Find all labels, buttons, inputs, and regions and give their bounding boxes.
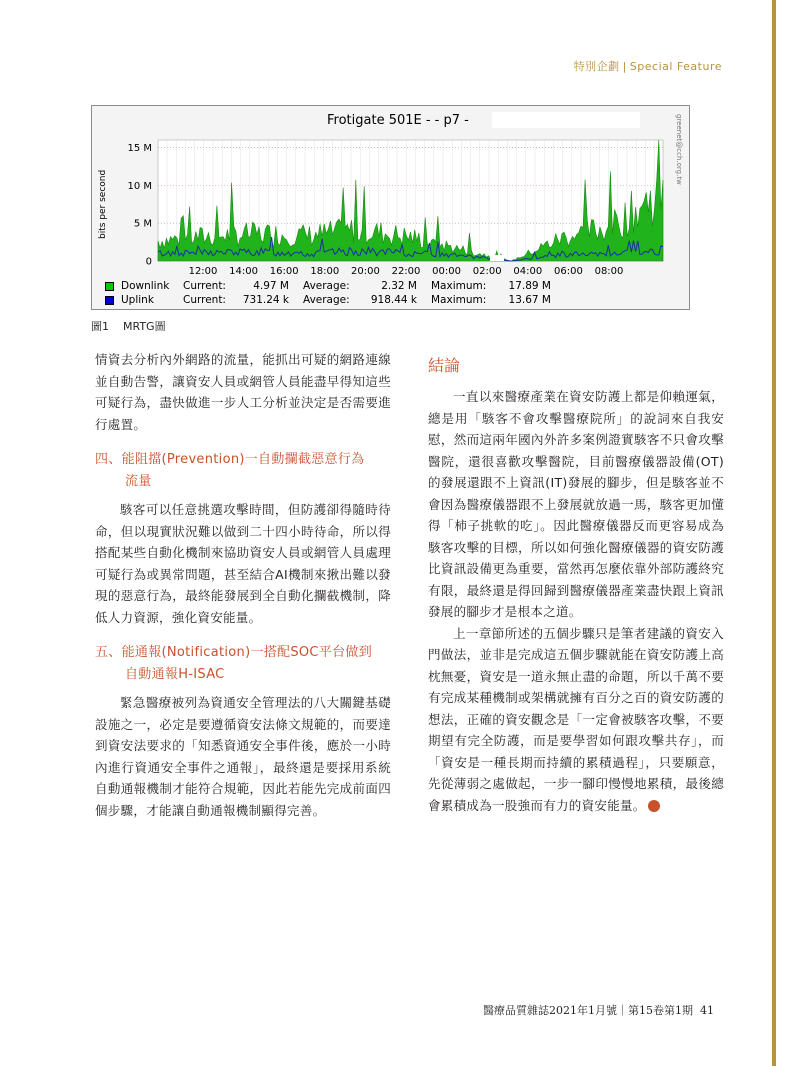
end-mark-icon xyxy=(648,800,660,812)
uplink-swatch-icon xyxy=(105,296,114,305)
right-column xyxy=(428,386,724,816)
header-en: Special Feature xyxy=(629,60,722,73)
right-paragraph-1: 一直以來醫療產業在資安防護上都是仰賴運氣，總是用「駭客不會攻擊醫療院所」的說詞來自我安慰，然而這兩年國內外許多案例證實駭客不只會攻擊醫院，還很喜歡攻擊醫院，目前醫療儀器設備(OT)的發展還跟不上資訊(IT)發展的腳步，但是駭客並不會因為醫療儀器跟不上發展就放過一馬，駭客更加懂得「柿子挑軟的吃」。因此醫療儀器反而更容易成為駭客攻擊的目標，所以如何強化醫療儀器的資安防護比資訊設備更為重要，當然再怎麼依靠外部防護終究有限，最終還是得回歸到醫療儀器產業盡快跟上資訊發展的腳步才是根本之道。 xyxy=(428,389,724,619)
right-paragraph-2 xyxy=(428,623,724,817)
x-tick-labels xyxy=(189,266,624,277)
redacted-area xyxy=(492,112,640,128)
legend-maximum-label: Maximum: xyxy=(431,294,487,306)
legend-average-label: Average: xyxy=(303,294,350,306)
legend-downlink-name: Downlink xyxy=(121,280,170,292)
header-zh: 特別企劃 xyxy=(573,60,620,73)
x-tick-label: 22:00 xyxy=(391,266,421,277)
x-tick-label: 18:00 xyxy=(310,266,340,277)
header-separator: | xyxy=(622,60,627,73)
section-5-heading-line1: 五、能通報(Notification)一搭配SOC平台做到 xyxy=(95,645,372,660)
x-tick-label: 16:00 xyxy=(269,266,299,277)
section-4-heading-line1: 四、能阻擋(Prevention)一自動攔截惡意行為 xyxy=(95,452,365,467)
x-tick-label: 20:00 xyxy=(350,266,380,277)
figure-caption xyxy=(91,318,166,334)
x-tick-label: 06:00 xyxy=(553,266,583,277)
y-tick-label: 15 M xyxy=(127,143,152,155)
legend-downlink-current: 4.97 M xyxy=(253,280,289,292)
mrtg-chart xyxy=(91,105,690,310)
section-5-heading-line2: 自動通報H-ISAC xyxy=(125,667,225,682)
section-4-heading xyxy=(95,449,391,493)
x-tick-label: 04:00 xyxy=(513,266,543,277)
footer-text: 醫療品質雜誌2021年1月號｜第15卷第1期 xyxy=(483,1004,693,1017)
x-tick-label: 08:00 xyxy=(594,266,624,277)
downlink-swatch-icon xyxy=(105,282,114,291)
right-paragraph-2-text: 上一章節所述的五個步驟只是筆者建議的資安入門做法，並非是完成這五個步驟就能在資安防護上高枕無憂，資安是一道永無止盡的命題，所以千萬不要有完成某種機制或架構就擁有百分之百的資安防護的想法，正確的資安觀念是「一定會被駭客攻擊，不要期望有完全防護，而是要學習如何跟攻擊共存」，而「資安是一種長期而持續的累積過程」，只要願意，先從薄弱之處做起，一步一腳印慢慢地累積，最後總會累積成為一股強而有力的資安能量。 xyxy=(428,625,724,813)
legend-average-label: Average: xyxy=(303,280,350,292)
section-5-heading xyxy=(95,642,391,686)
legend-uplink-current: 731.24 k xyxy=(242,294,289,306)
legend-uplink-name: Uplink xyxy=(121,294,154,306)
data-gap-marker xyxy=(490,255,504,261)
x-tick-label: 02:00 xyxy=(472,266,502,277)
x-tick-label: 00:00 xyxy=(432,266,462,277)
section-4-heading-line2: 流量 xyxy=(125,474,152,489)
y-tick-labels xyxy=(127,143,152,267)
page-number: 41 xyxy=(700,1004,714,1017)
conclusion-heading: 結論 xyxy=(428,356,461,375)
legend-downlink xyxy=(105,279,551,293)
left-column xyxy=(95,349,391,821)
chart-title: Frotigate 501E - - p7 - xyxy=(327,113,469,128)
legend-uplink xyxy=(105,293,551,307)
page-edge-bar xyxy=(772,0,776,1066)
figure-caption-text: MRTG圖 xyxy=(123,320,166,333)
legend-current-label: Current: xyxy=(183,294,226,306)
legend-uplink-average: 918.44 k xyxy=(370,294,417,306)
legend-downlink-maximum: 17.89 M xyxy=(508,280,551,292)
chart-legend xyxy=(105,279,551,307)
figure-caption-number: 圖1 xyxy=(91,320,109,333)
legend-maximum-label: Maximum: xyxy=(431,280,487,292)
legend-uplink-maximum: 13.67 M xyxy=(508,294,551,306)
y-tick-label: 5 M xyxy=(133,218,152,230)
y-tick-label: 10 M xyxy=(127,180,152,192)
left-paragraph-1: 情資去分析內外網路的流量，能抓出可疑的網路連線並自動告警，讓資安人員或網管人員能盡早得知這些可疑行為，盡快做進一步人工分析並決定是否需要進行處置。 xyxy=(95,352,391,432)
side-credit: greenet@cch.org.tw xyxy=(675,114,683,185)
x-tick-label: 14:00 xyxy=(229,266,259,277)
y-tick-label: 0 xyxy=(145,256,152,268)
left-paragraph-3: 緊急醫療被列為資通安全管理法的八大關鍵基礎設施之一，必定是要遵循資安法條文規範的，而要達到資安法要求的「知悉資通安全事件後，應於一小時內進行資通安全事件之通報」，最終還是要採用系統自動通報機制才能符合規範，因此若能先完成前面四個步驟，才能讓自動通報機制顯得完善。 xyxy=(95,695,391,818)
legend-current-label: Current: xyxy=(183,280,226,292)
x-tick-label: 12:00 xyxy=(188,266,218,277)
running-header xyxy=(574,58,722,74)
page-footer xyxy=(483,1002,714,1018)
y-axis-label: bits per second xyxy=(98,169,108,239)
legend-downlink-average: 2.32 M xyxy=(381,280,417,292)
left-paragraph-2: 駭客可以任意挑選攻擊時間，但防護卻得隨時待命，但以現實狀況難以做到二十四小時待命，所以得搭配某些自動化機制來協助資安人員或網管人員處理可疑行為或異常問題，甚至結合AI機制來揪出難以發現的惡意行為，最終能發展到全自動化攔截機制，降低人力資源，強化資安能量。 xyxy=(95,502,391,625)
